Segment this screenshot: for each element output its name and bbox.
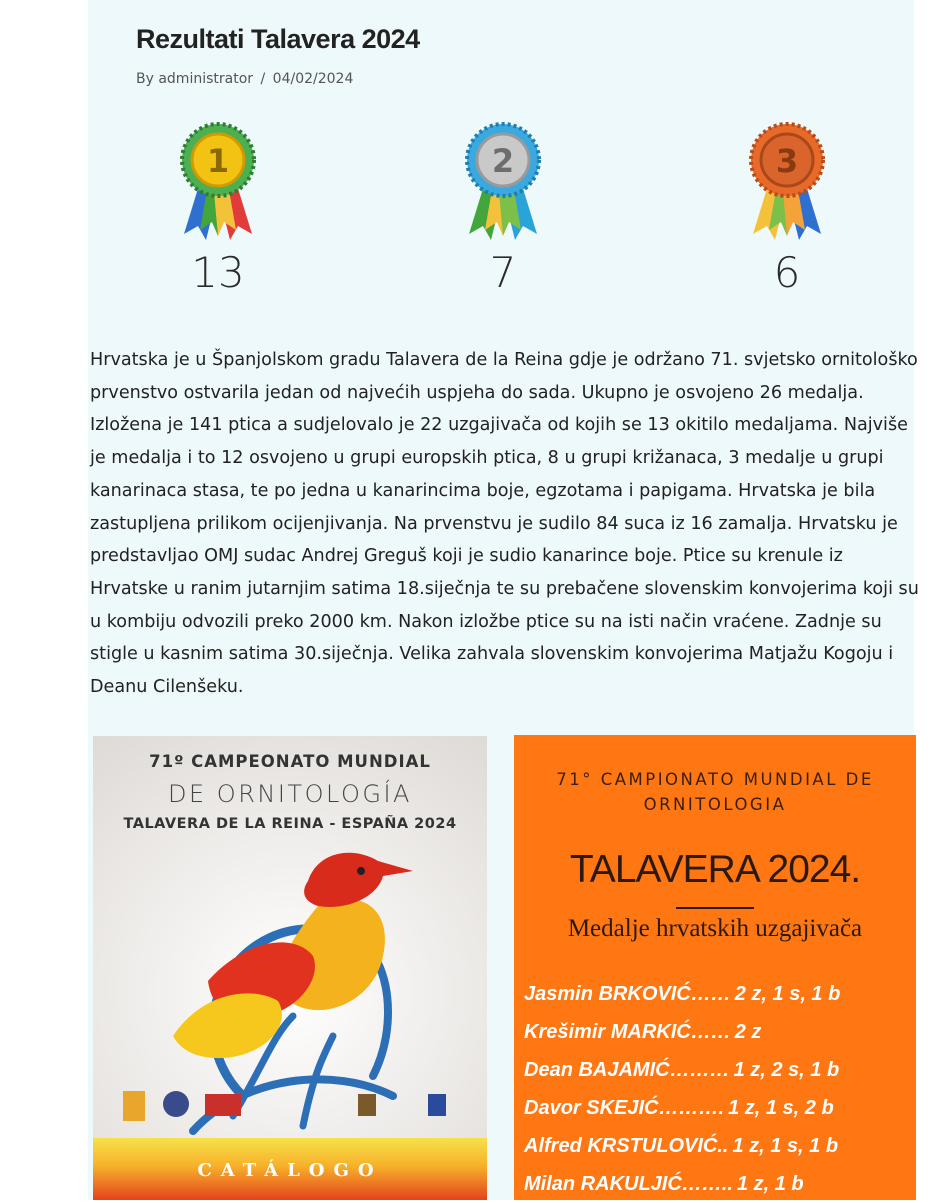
gold-medal (158, 122, 278, 297)
bronze-medal-icon (747, 122, 827, 244)
bird-globe-illustration (93, 736, 487, 1200)
silver-medal-icon (463, 122, 543, 244)
bronze-count: 6 (773, 248, 801, 297)
post-title: Rezultati Talavera 2024 (136, 24, 420, 54)
silver-medal (443, 122, 563, 297)
post-date: 04/02/2024 (272, 71, 354, 87)
results-subtitle: Medalje hrvatskih uzgajivača (567, 915, 863, 942)
list-item: Dean BAJAMIĆ……… 1 z, 2 s, 1 b (524, 1059, 840, 1081)
svg-text:3: 3 (775, 142, 799, 180)
catalog-line-1: 71º CAMPEONATO MUNDIAL (149, 752, 431, 771)
gold-count: 13 (191, 248, 245, 297)
author-prefix: By (136, 71, 154, 87)
post-meta (136, 71, 353, 87)
catalog-cover-image (93, 736, 487, 1200)
list-item: Alfred KRSTULOVIĆ.. 1 z, 1 s, 1 b (524, 1135, 839, 1157)
article-paragraph: Hrvatska je u Španjolskom gradu Talavera de la Reina gdje je održano 71. svjetsko ornitološko prvenstvo ostvarila jedan od najvećih uspjeha do sada. Ukupno je osvojeno 26 medalja. Izložena je 141 ptica a sudjelovalo je 22 uzgajivača od kojih se 13 okitilo medaljama. Najviše je medalja i to 12 osvojeno u grupi europskih ptica, 8 u grupi križanaca, 3 medalje u grupi kanarinaca stasa, te po jedna u kanarincima boje, egzotama i papigama. Hrvatska je bila zastupljena prilikom ocijenjivanja. Na prvenstvu je sudilo 84 suca iz 16 zamalja. Hrvatsku je predstavljao OMJ sudac Andrej Greguš koji je sudio kanarince boje. Ptice su krenule iz Hrvatske u ranim jutarnjim satima 18.siječnja te su prebačene slovenskim konvojerima koji su u kombiju odvozili preko 2000 km. Nakon izložbe ptice su na isti način vraćene. Zadnje su stigle u kasnim satima 30.siječnja. Velika zahvala slovenskim konvojerima Matjažu Kogoju i Deanu Cilenšeku. (90, 350, 919, 698)
bronze-medal (727, 122, 847, 297)
silver-count: 7 (489, 248, 517, 297)
results-list (524, 975, 840, 1203)
list-item: Krešimir MARKIĆ…… 2 z (524, 1021, 762, 1043)
results-title: TALAVERA 2024. (569, 848, 861, 891)
author-link[interactable]: administrator (158, 71, 254, 87)
catalog-footer-text: CATÁLOGO (197, 1160, 383, 1181)
catalog-line-2: DE ORNITOLOGÍA (168, 780, 412, 808)
results-heading: 71° CAMPIONATO MUNDIAL DE ORNITOLOGIA (556, 770, 874, 814)
svg-text:2: 2 (491, 142, 515, 180)
meta-separator: / (260, 71, 266, 87)
gold-medal-icon (178, 122, 258, 244)
list-item: Milan RAKULJIĆ…….. 1 z, 1 b (524, 1173, 804, 1195)
catalog-line-3: TALAVERA DE LA REINA - ESPAÑA 2024 (123, 816, 457, 832)
list-item: Jasmin BRKOVIĆ…… 2 z, 1 s, 1 b (524, 983, 841, 1005)
svg-text:1: 1 (206, 142, 230, 180)
results-divider (676, 907, 754, 909)
catalog-footer (93, 1138, 487, 1200)
results-card (514, 735, 916, 1200)
list-item: Davor SKEJIĆ………. 1 z, 1 s, 2 b (524, 1097, 834, 1119)
